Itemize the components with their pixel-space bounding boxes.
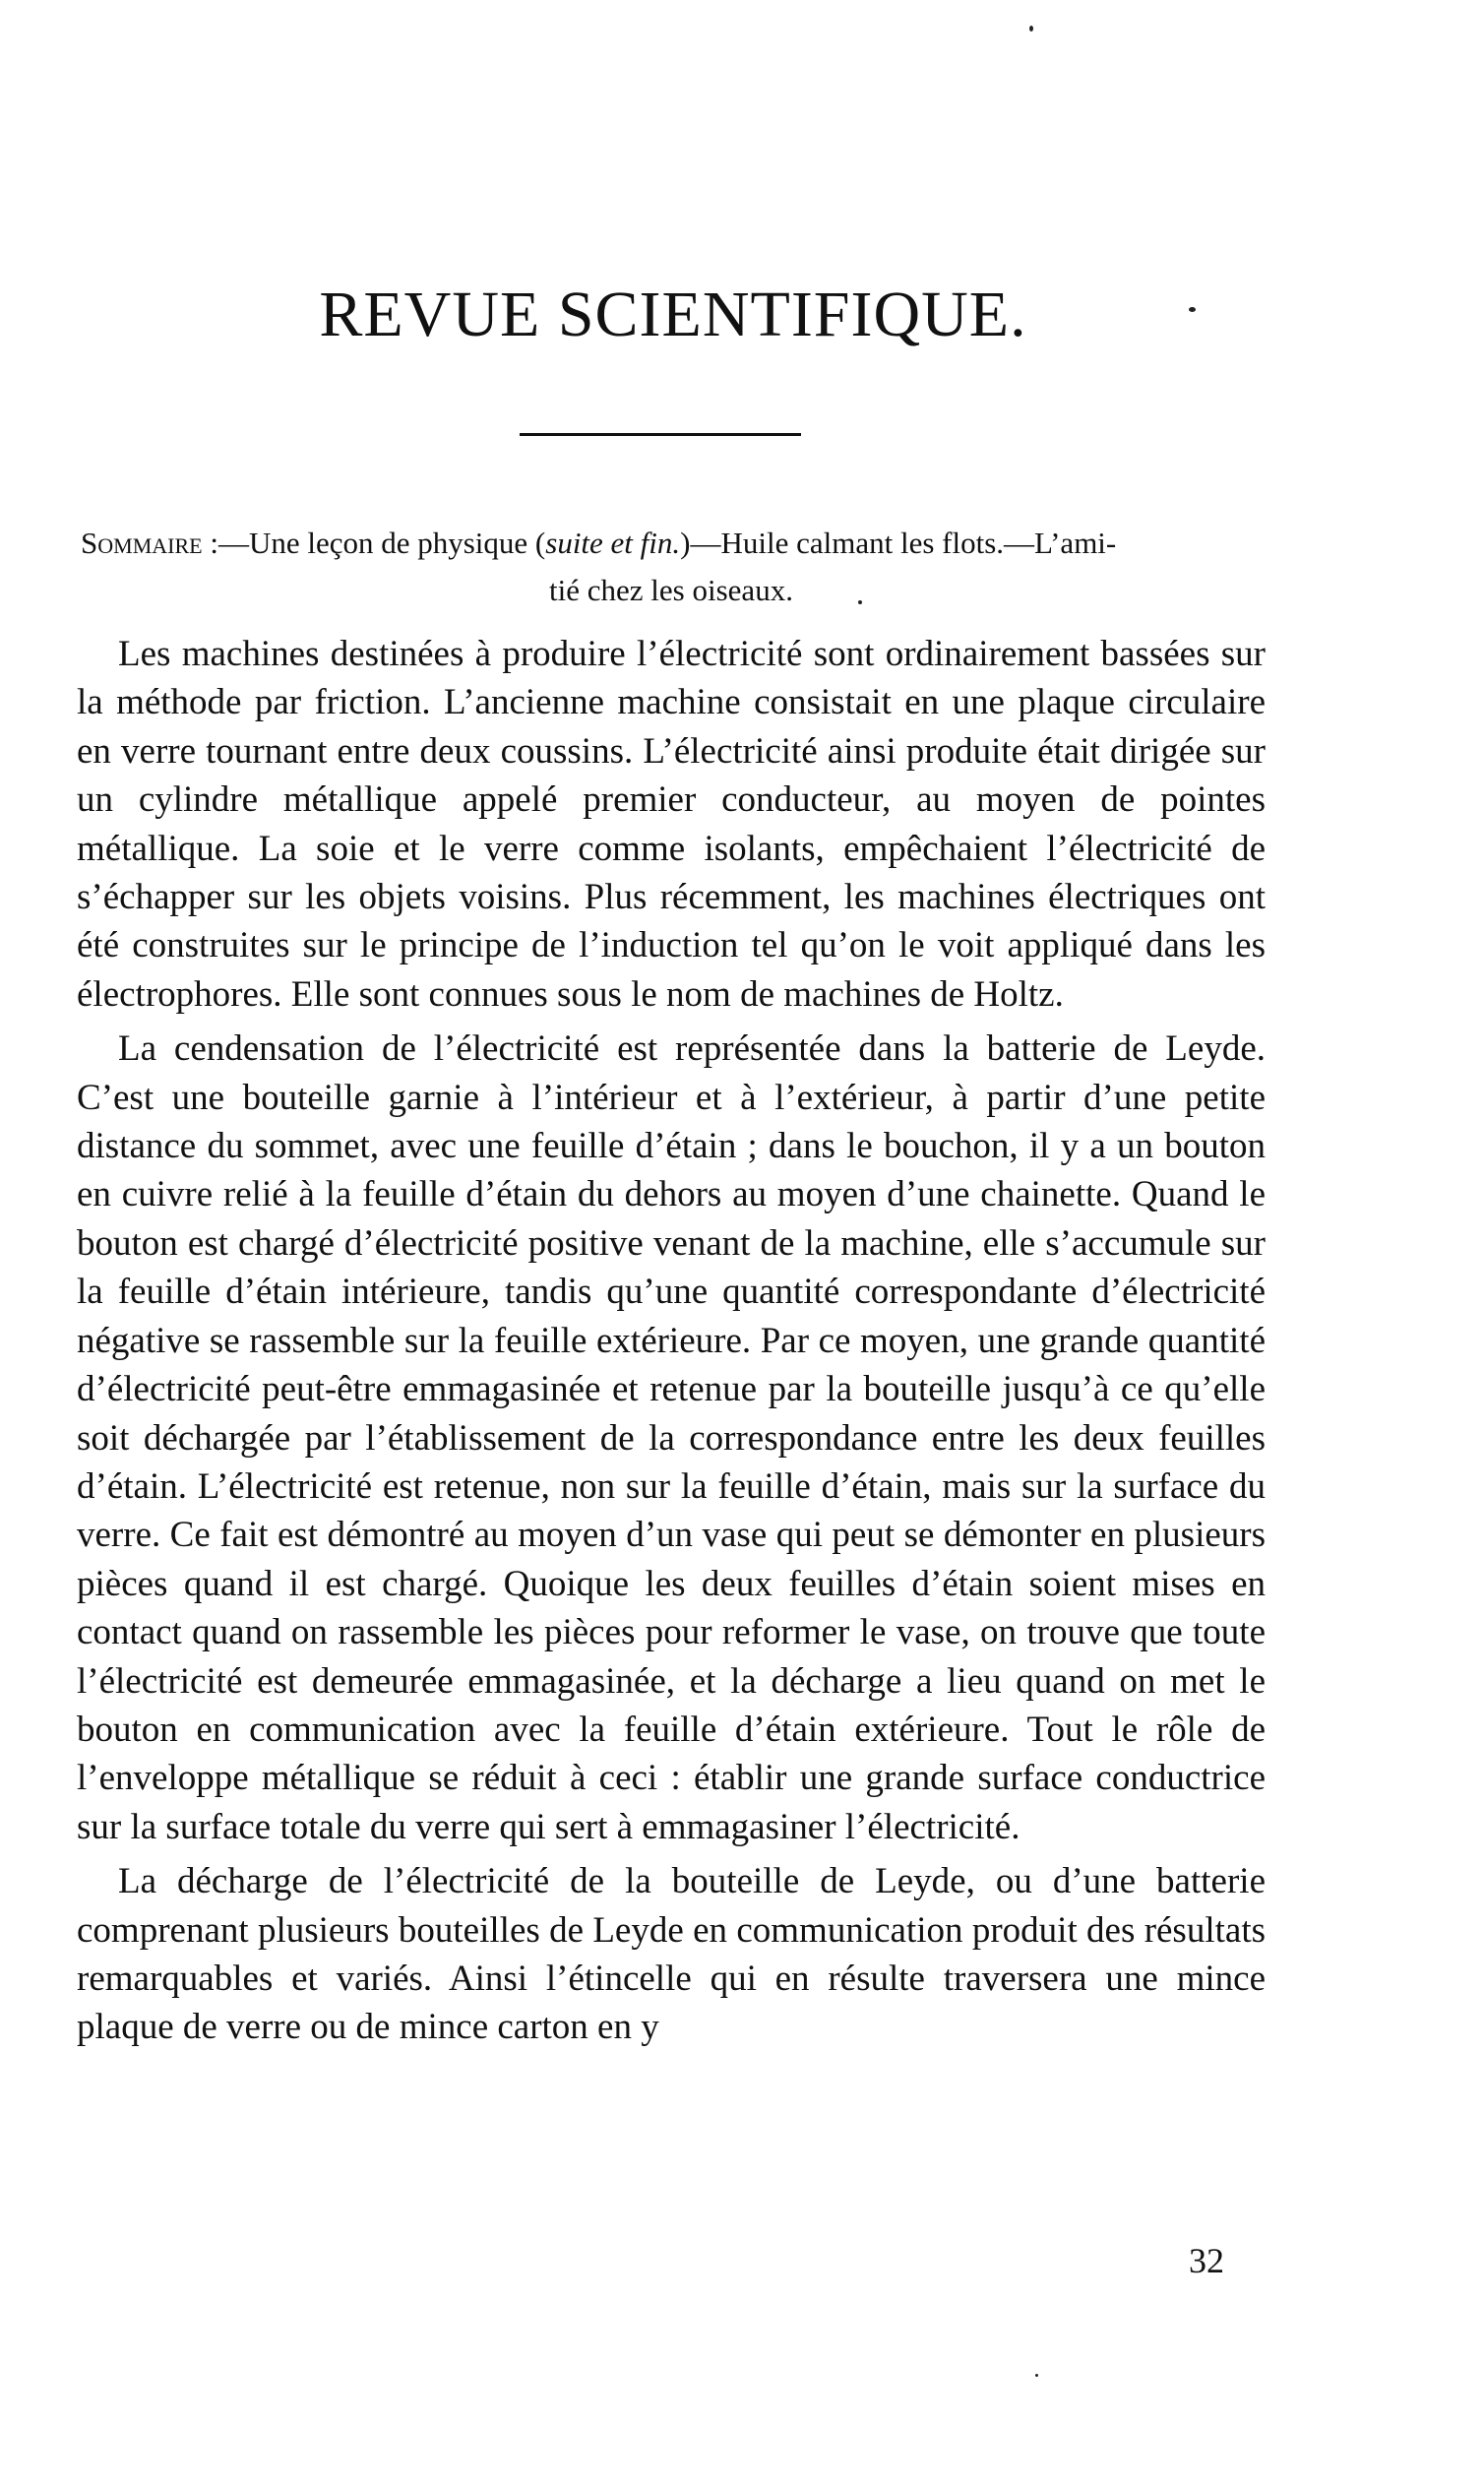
ink-speck <box>1029 26 1033 31</box>
summary-lead: Sommaire <box>81 526 203 560</box>
summary-italic: suite et fin. <box>545 526 681 560</box>
page-title: REVUE SCIENTIFIQUE. <box>319 279 1027 350</box>
paragraph: Les machines destinées à produire l’électricité sont ordinairement bassées sur la méthode par friction. L’ancienne machine consistait en une plaque circulaire en verre tournant entre deux coussins. L’électricité ainsi produite était dirigée sur un cylindre métallique appelé premier conducteur, au moyen de pointes métallique. La soie et le verre comme isolants, empêchaient l’électricité de s’échapper sur les objets voisins. Plus récemment, les machines électriques ont été construites sur le principe de l’induction tel qu’on le voit appliqué dans les électrophores. Elle sont connues sous le nom de machines de Holtz. <box>77 634 1266 1015</box>
title-divider <box>520 433 801 436</box>
paragraph: La décharge de l’électricité de la bouteille de Leyde, ou d’une batterie comprenant plusieurs bouteilles de Leyde en communication produit des résultats remarquables et variés. Ainsi l’étincelle qui en résulte traversera une mince plaque de verre ou de mince carton en y <box>77 1861 1266 2048</box>
summary-text-cont: )—Huile calmant les flots.—L’ami- <box>680 526 1117 560</box>
summary-text: :—Une leçon de physique ( <box>202 526 546 560</box>
summary <box>81 520 1262 614</box>
page-number: 32 <box>1189 2241 1224 2280</box>
article-body <box>77 630 1266 2052</box>
summary-line-2: tié chez les oiseaux. <box>549 573 793 607</box>
paragraph: La cendensation de l’électricité est représentée dans la batterie de Leyde. C’est une bouteille garnie à l’intérieur et à l’extérieur, à partir d’une petite distance du sommet, avec une feuille d’étain ; dans le bouchon, il y a un bouton en cuivre relié à la feuille d’étain du dehors au moyen d’une chainette. Quand le bouton est chargé d’électricité positive venant de la machine, elle s’accumule sur la feuille d’étain intérieure, tandis qu’une quantité correspondante d’électricité négative se rassemble sur la feuille extérieure. Par ce moyen, une grande quantité d’électricité peut-être emmagasinée et retenue par la bouteille jusqu’à ce qu’elle soit déchargée par l’établissement de la correspondance entre les deux feuilles d’étain. L’électricité est retenue, non sur la feuille d’étain, mais sur la surface du verre. Ce fait est démontré au moyen d’un vase qui peut se démonter en plusieurs pièces quand il est chargé. Quoique les deux feuilles d’étain soient mises en contact quand on rassemble les pièces pour reformer le vase, on trouve que toute l’électricité est demeurée emmagasinée, et la décharge a lieu quand on met le bouton en communication avec la feuille d’étain extérieure. Tout le rôle de l’enveloppe métallique se réduit à ceci : établir une grande surface conductrice sur la surface totale du verre qui sert à emmagasiner l’électricité. <box>77 1028 1266 1847</box>
ink-speck <box>1035 2374 1038 2377</box>
